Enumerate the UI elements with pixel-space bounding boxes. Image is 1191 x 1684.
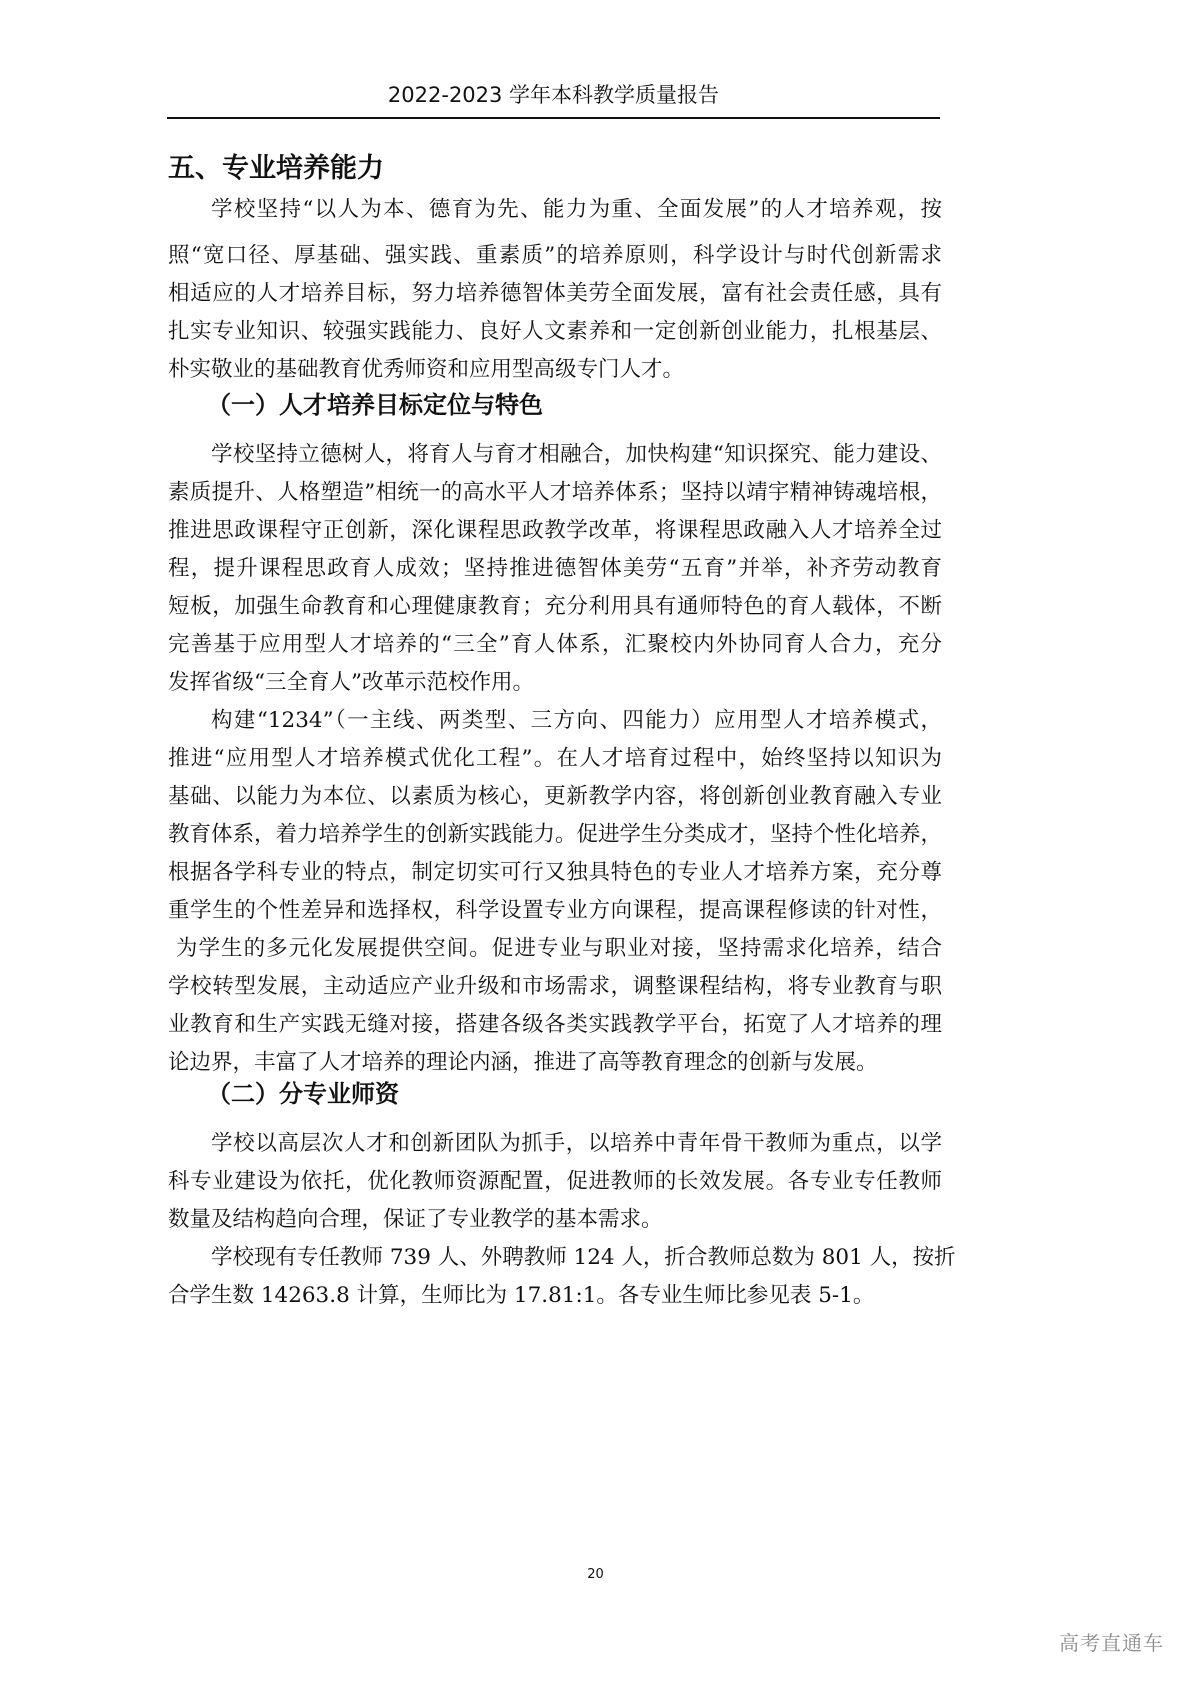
text-line: 学校以高层次人才和创新团队为抓手，以培养中青年骨干教师为重点，以学 [211,1131,942,1156]
text-line: 推进“应用型人才培养模式优化工程”。在人才培育过程中，始终坚持以知识为 [168,746,942,771]
text-line: 教育体系，着力培养学生的创新实践能力。促进学生分类成才，坚持个性化培养， [168,822,943,847]
text-line: 业教育和生产实践无缝对接，搭建各级各类实践教学平台，拓宽了人才培养的理 [168,1012,942,1037]
text-line: 学校坚持立德树人，将育人与育才相融合，加快构建“知识探究、能力建设、 [211,442,942,467]
text-line: 重学生的个性差异和选择权，科学设置专业方向课程，提高课程修读的针对性， [168,898,942,923]
watermark: 高考直通车 [1059,1631,1164,1655]
text-line: 构建“1234”（一主线、两类型、三方向、四能力）应用型人才培养模式， [211,708,942,733]
text-line: 合学生数 14263.8 计算，生师比为 17.81:1。各专业生师比参见表 5-1。 [168,1283,875,1308]
text-line: 为学生的多元化发展提供空间。促进专业与职业对接，坚持需求化培养，结合 [168,936,942,961]
text-line: 数量及结构趋向合理，保证了专业教学的基本需求。 [168,1207,663,1232]
text-line: 程，提升课程思政育人成效；坚持推进德智体美劳“五育”并举，补齐劳动教育 [168,556,942,581]
text-line: 学校转型发展，主动适应产业升级和市场需求，调整课程结构，将专业教育与职 [168,974,942,999]
text-line: 扎实专业知识、较强实践能力、良好人文素养和一定创新创业能力，扎根基层、 [168,319,942,344]
text-line: 论边界，丰富了人才培养的理论内涵，推进了高等教育理念的创新与发展。 [168,1050,878,1075]
text-line: 相适应的人才培养目标，努力培养德智体美劳全面发展，富有社会责任感，具有 [168,281,942,306]
page-number: 20 [587,1567,604,1582]
subsection-title-2: （二）分专业师资 [207,1080,399,1108]
section-title: 五、专业培养能力 [168,153,384,184]
text-line: 学校现有专任教师 739 人、外聘教师 124 人，折合教师总数为 801 人，按折 [211,1245,956,1270]
text-line: 朴实敬业的基础教育优秀师资和应用型高级专门人才。 [168,357,685,382]
page-header: 2022-2023 学年本科教学质量报告 [387,83,720,107]
header-rule [167,117,940,119]
subsection-title-1: （一）人才培养目标定位与特色 [207,391,543,419]
text-line: 基础、以能力为本位、以素质为核心，更新教学内容，将创新创业教育融入专业 [168,784,942,809]
text-line: 照“宽口径、厚基础、强实践、重素质”的培养原则，科学设计与时代创新需求 [168,243,942,268]
text-line: 发挥省级“三全育人”改革示范校作用。 [168,670,534,695]
text-line: 短板，加强生命教育和心理健康教育；充分利用具有通师特色的育人载体，不断 [168,594,942,619]
text-line: 根据各学科专业的特点，制定切实可行又独具特色的专业人才培养方案，充分尊 [168,860,942,885]
text-line: 推进思政课程守正创新，深化课程思政教学改革，将课程思政融入人才培养全过 [168,518,942,543]
text-line: 学校坚持“以人为本、德育为先、能力为重、全面发展”的人才培养观，按 [211,197,942,222]
text-line: 科专业建设为依托，优化教师资源配置，促进教师的长效发展。各专业专任教师 [168,1169,942,1194]
text-line: 完善基于应用型人才培养的“三全”育人体系，汇聚校内外协同育人合力，充分 [168,632,942,657]
text-line: 素质提升、人格塑造”相统一的高水平人才培养体系；坚持以靖宇精神铸魂培根， [168,480,942,505]
